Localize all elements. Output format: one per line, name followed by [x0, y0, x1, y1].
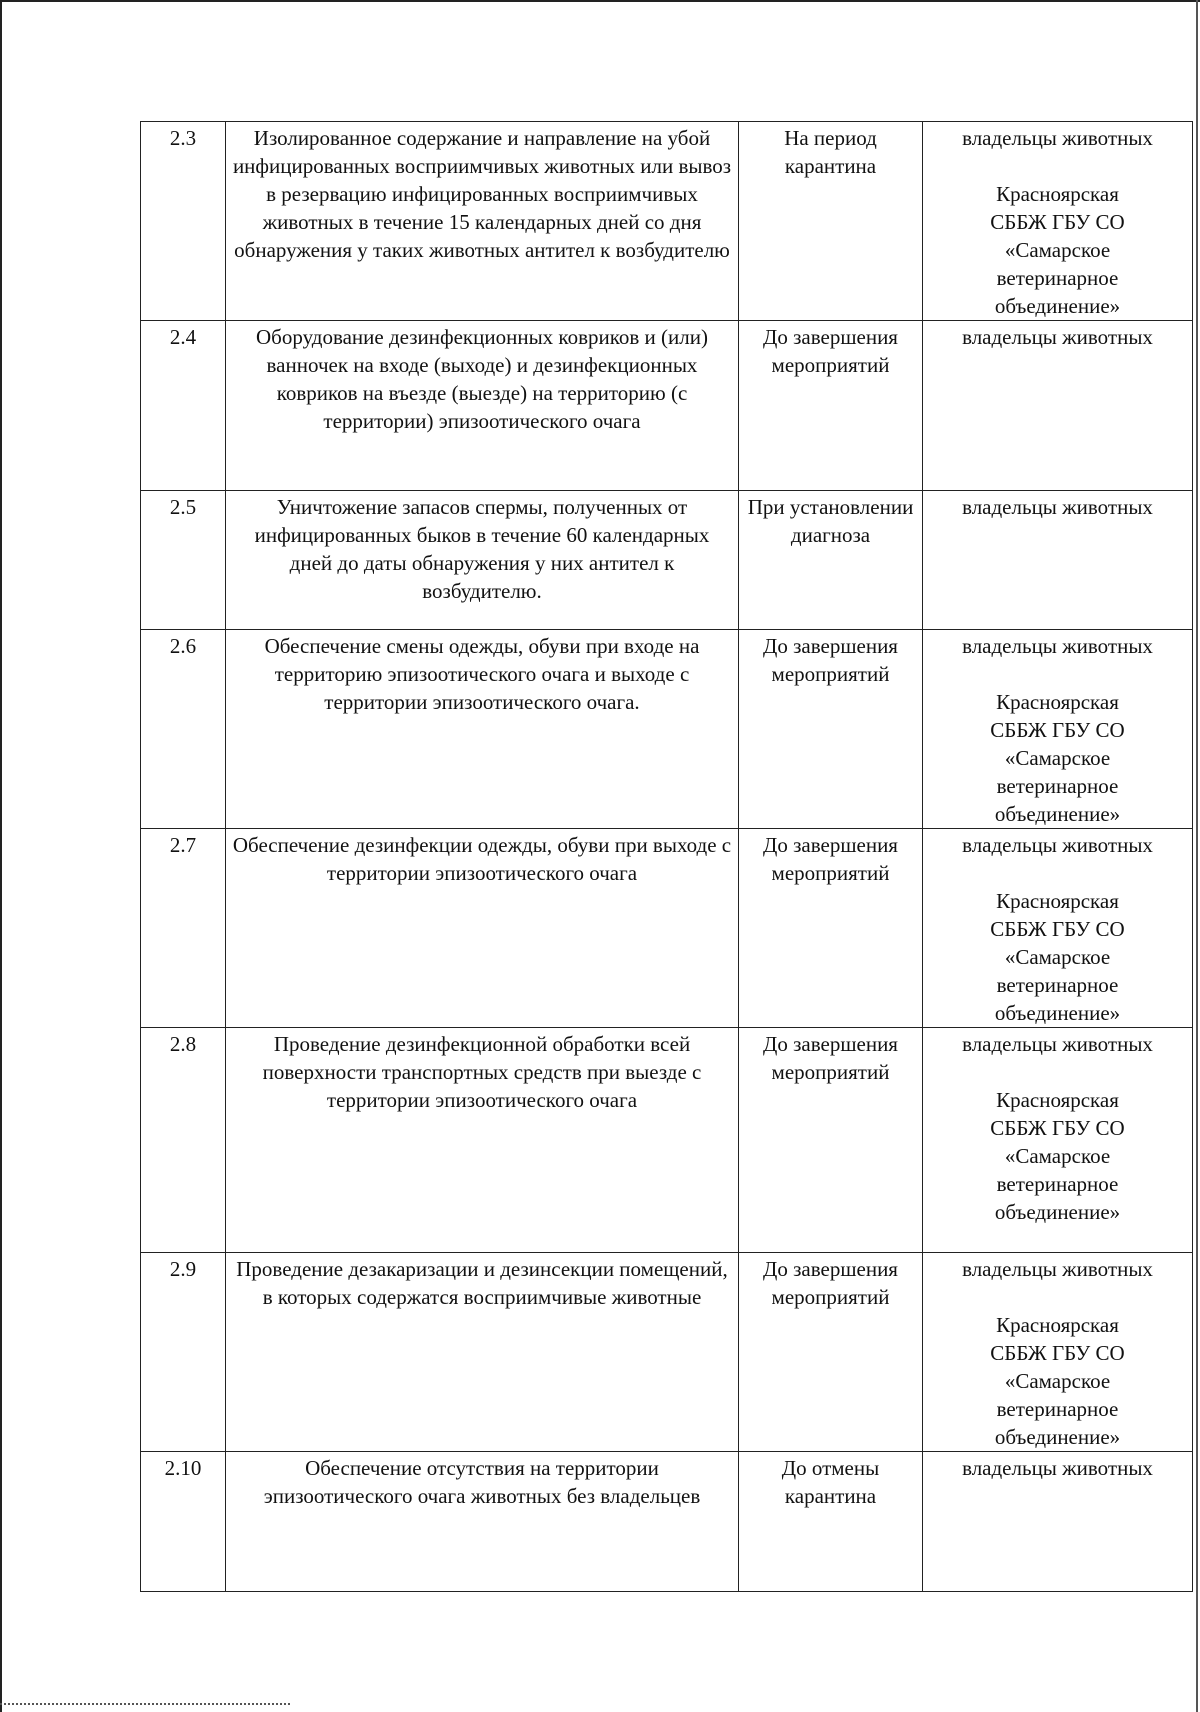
responsible-line: владельцы животных	[962, 1257, 1153, 1281]
responsible-line: владельцы животных	[962, 833, 1153, 857]
measure-description: Проведение дезакаризации и дезинсекции помещений, в которых содержатся восприимчивые животные	[226, 1253, 739, 1452]
measure-term: До отмены карантина	[739, 1452, 923, 1592]
table-row	[141, 829, 1193, 1028]
responsible-cell	[923, 1028, 1193, 1253]
responsible-line: Красноярская	[996, 889, 1119, 913]
responsible-line: Красноярская	[996, 1088, 1119, 1112]
responsible-line: владельцы животных	[962, 126, 1153, 150]
responsible-cell	[923, 1452, 1193, 1592]
responsible-line: ветеринарное	[996, 1172, 1119, 1196]
row-number: 2.7	[141, 829, 226, 1028]
measure-description: Оборудование дезинфекционных ковриков и (или) ванночек на входе (выходе) и дезинфекционных ковриков на въезде (выезде) на территорию (с территории) эпизоотического очага	[226, 321, 739, 491]
measure-term: До завершения мероприятий	[739, 829, 923, 1028]
responsible-cell	[923, 122, 1193, 321]
responsible-line: владельцы животных	[962, 1456, 1153, 1480]
scan-border-right	[1196, 0, 1198, 1712]
measure-term: На период карантина	[739, 122, 923, 321]
responsible-line: «Самарское	[1004, 945, 1111, 969]
row-number: 2.3	[141, 122, 226, 321]
scan-border-top	[0, 0, 1200, 2]
table-row	[141, 491, 1193, 630]
row-number: 2.6	[141, 630, 226, 829]
table-row	[141, 1452, 1193, 1592]
responsible-line: ветеринарное	[996, 266, 1119, 290]
measure-term: До завершения мероприятий	[739, 1253, 923, 1452]
measure-term: При установлении диагноза	[739, 491, 923, 630]
measure-term: До завершения мероприятий	[739, 321, 923, 491]
measure-description: Уничтожение запасов спермы, полученных от инфицированных быков в течение 60 календарных дней до даты обнаружения у них антител к возбудителю.	[226, 491, 739, 630]
responsible-line: СББЖ ГБУ СО	[990, 917, 1125, 941]
responsible-line: ветеринарное	[996, 774, 1119, 798]
responsible-line: объединение»	[994, 1425, 1121, 1449]
responsible-line: объединение»	[994, 1200, 1121, 1224]
responsible-line: Красноярская	[996, 182, 1119, 206]
table-row	[141, 630, 1193, 829]
measure-description: Обеспечение смены одежды, обуви при входе на территорию эпизоотического очага и выходе с территории эпизоотического очага.	[226, 630, 739, 829]
responsible-line: СББЖ ГБУ СО	[990, 1341, 1125, 1365]
responsible-cell	[923, 491, 1193, 630]
measure-description: Проведение дезинфекционной обработки всей поверхности транспортных средств при выезде с территории эпизоотического очага	[226, 1028, 739, 1253]
row-number: 2.4	[141, 321, 226, 491]
measures-table	[140, 121, 1193, 1592]
responsible-line: объединение»	[994, 802, 1121, 826]
responsible-line: СББЖ ГБУ СО	[990, 718, 1125, 742]
table-row	[141, 1253, 1193, 1452]
responsible-cell	[923, 1253, 1193, 1452]
responsible-line: владельцы животных	[962, 1032, 1153, 1056]
row-number: 2.8	[141, 1028, 226, 1253]
measure-term: До завершения мероприятий	[739, 630, 923, 829]
responsible-cell	[923, 630, 1193, 829]
responsible-line: СББЖ ГБУ СО	[990, 1116, 1125, 1140]
responsible-cell	[923, 829, 1193, 1028]
responsible-gap	[929, 859, 1186, 887]
responsible-line: владельцы животных	[962, 325, 1153, 349]
responsible-line: «Самарское	[1004, 1144, 1111, 1168]
responsible-line: ветеринарное	[996, 973, 1119, 997]
responsible-line: объединение»	[994, 294, 1121, 318]
responsible-line: Красноярская	[996, 1313, 1119, 1337]
responsible-gap	[929, 1058, 1186, 1086]
responsible-line: «Самарское	[1004, 1369, 1111, 1393]
row-number: 2.9	[141, 1253, 226, 1452]
scan-border-bottom	[0, 1703, 290, 1707]
row-number: 2.10	[141, 1452, 226, 1592]
responsible-gap	[929, 660, 1186, 688]
responsible-line: владельцы животных	[962, 495, 1153, 519]
responsible-line: владельцы животных	[962, 634, 1153, 658]
responsible-line: ветеринарное	[996, 1397, 1119, 1421]
responsible-line: «Самарское	[1004, 746, 1111, 770]
table-row	[141, 321, 1193, 491]
responsible-line: СББЖ ГБУ СО	[990, 210, 1125, 234]
table-row	[141, 122, 1193, 321]
responsible-line: объединение»	[994, 1001, 1121, 1025]
responsible-gap	[929, 152, 1186, 180]
measure-term: До завершения мероприятий	[739, 1028, 923, 1253]
responsible-cell	[923, 321, 1193, 491]
responsible-line: Красноярская	[996, 690, 1119, 714]
responsible-gap	[929, 1283, 1186, 1311]
measure-description: Обеспечение дезинфекции одежды, обуви при выходе с территории эпизоотического очага	[226, 829, 739, 1028]
measure-description: Изолированное содержание и направление на убой инфицированных восприимчивых животных или вывоз в резервацию инфицированных восприимчивых животных в течение 15 календарных дней со дня обнаружения у таких животных антител к возбудителю	[226, 122, 739, 321]
table-row	[141, 1028, 1193, 1253]
row-number: 2.5	[141, 491, 226, 630]
measure-description: Обеспечение отсутствия на территории эпизоотического очага животных без владельцев	[226, 1452, 739, 1592]
scan-border-left	[0, 0, 2, 1712]
responsible-line: «Самарское	[1004, 238, 1111, 262]
